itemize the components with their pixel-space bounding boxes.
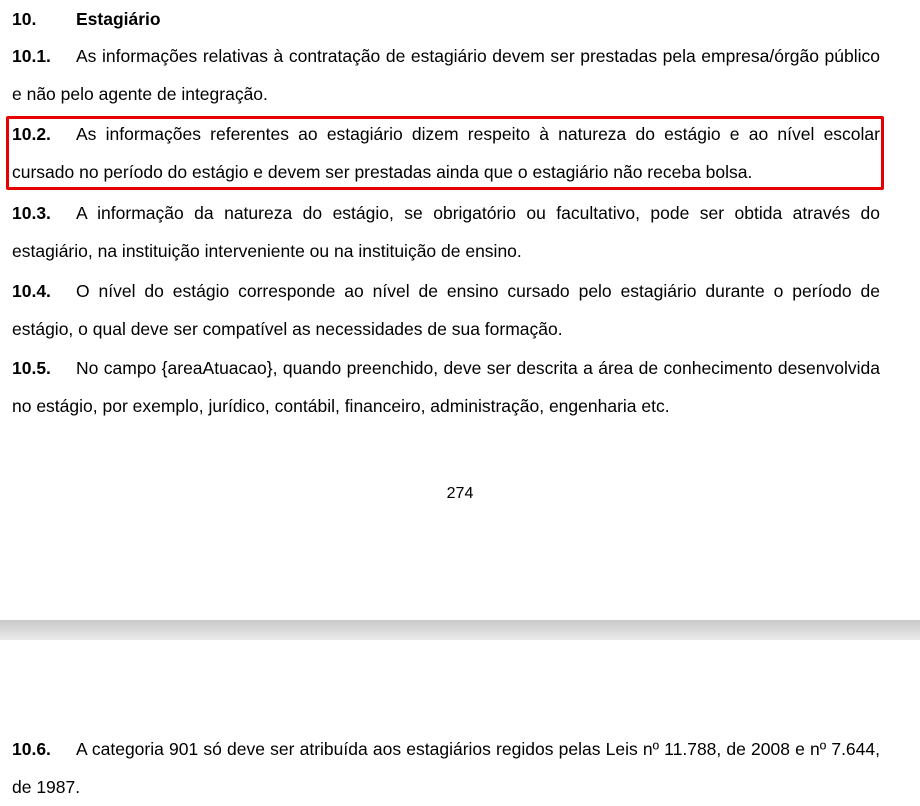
paragraph-text: A informação da natureza do estágio, se obrigatório ou facultativo, pode ser obtida através do estagiário, na instituição interveniente ou na instituição de ensino. (12, 203, 880, 261)
page-separator (0, 620, 920, 640)
paragraph-10-4 (12, 272, 880, 348)
paragraph-number: 10.3. (12, 203, 51, 223)
paragraph-10-6 (12, 730, 880, 806)
section-number: 10. (12, 9, 37, 29)
section-title: Estagiário (76, 9, 161, 29)
paragraph-text: As informações relativas à contratação de estagiário devem ser prestadas pela empresa/órgão público e não pelo agente de integração. (12, 46, 880, 104)
paragraph-10-1 (12, 37, 880, 113)
paragraph-number: 10.4. (12, 281, 51, 301)
paragraph-number: 10.6. (12, 739, 51, 759)
section-heading (12, 8, 161, 30)
paragraph-number: 10.1. (12, 46, 51, 66)
document-page-next (0, 640, 920, 806)
page-number: 274 (446, 485, 474, 502)
paragraph-10-2 (12, 115, 880, 191)
paragraph-text: As informações referentes ao estagiário dizem respeito à natureza do estágio e ao nível escolar cursado no período do estágio e devem ser prestadas ainda que o estagiário não receba bolsa. (12, 124, 880, 182)
paragraph-text: O nível do estágio corresponde ao nível de ensino cursado pelo estagiário durante o período de estágio, o qual deve ser compatível as necessidades de sua formação. (12, 281, 880, 339)
paragraph-number: 10.2. (12, 124, 51, 144)
paragraph-number: 10.5. (12, 358, 51, 378)
paragraph-text: A categoria 901 só deve ser atribuída aos estagiários regidos pelas Leis nº 11.788, de 2008 e nº 7.644, de 1987. (12, 739, 880, 797)
paragraph-10-5 (12, 349, 880, 425)
paragraph-10-3 (12, 194, 880, 270)
paragraph-text: No campo {areaAtuacao}, quando preenchido, deve ser descrita a área de conhecimento desenvolvida no estágio, por exemplo, jurídico, contábil, financeiro, administração, engenharia etc. (12, 358, 880, 416)
